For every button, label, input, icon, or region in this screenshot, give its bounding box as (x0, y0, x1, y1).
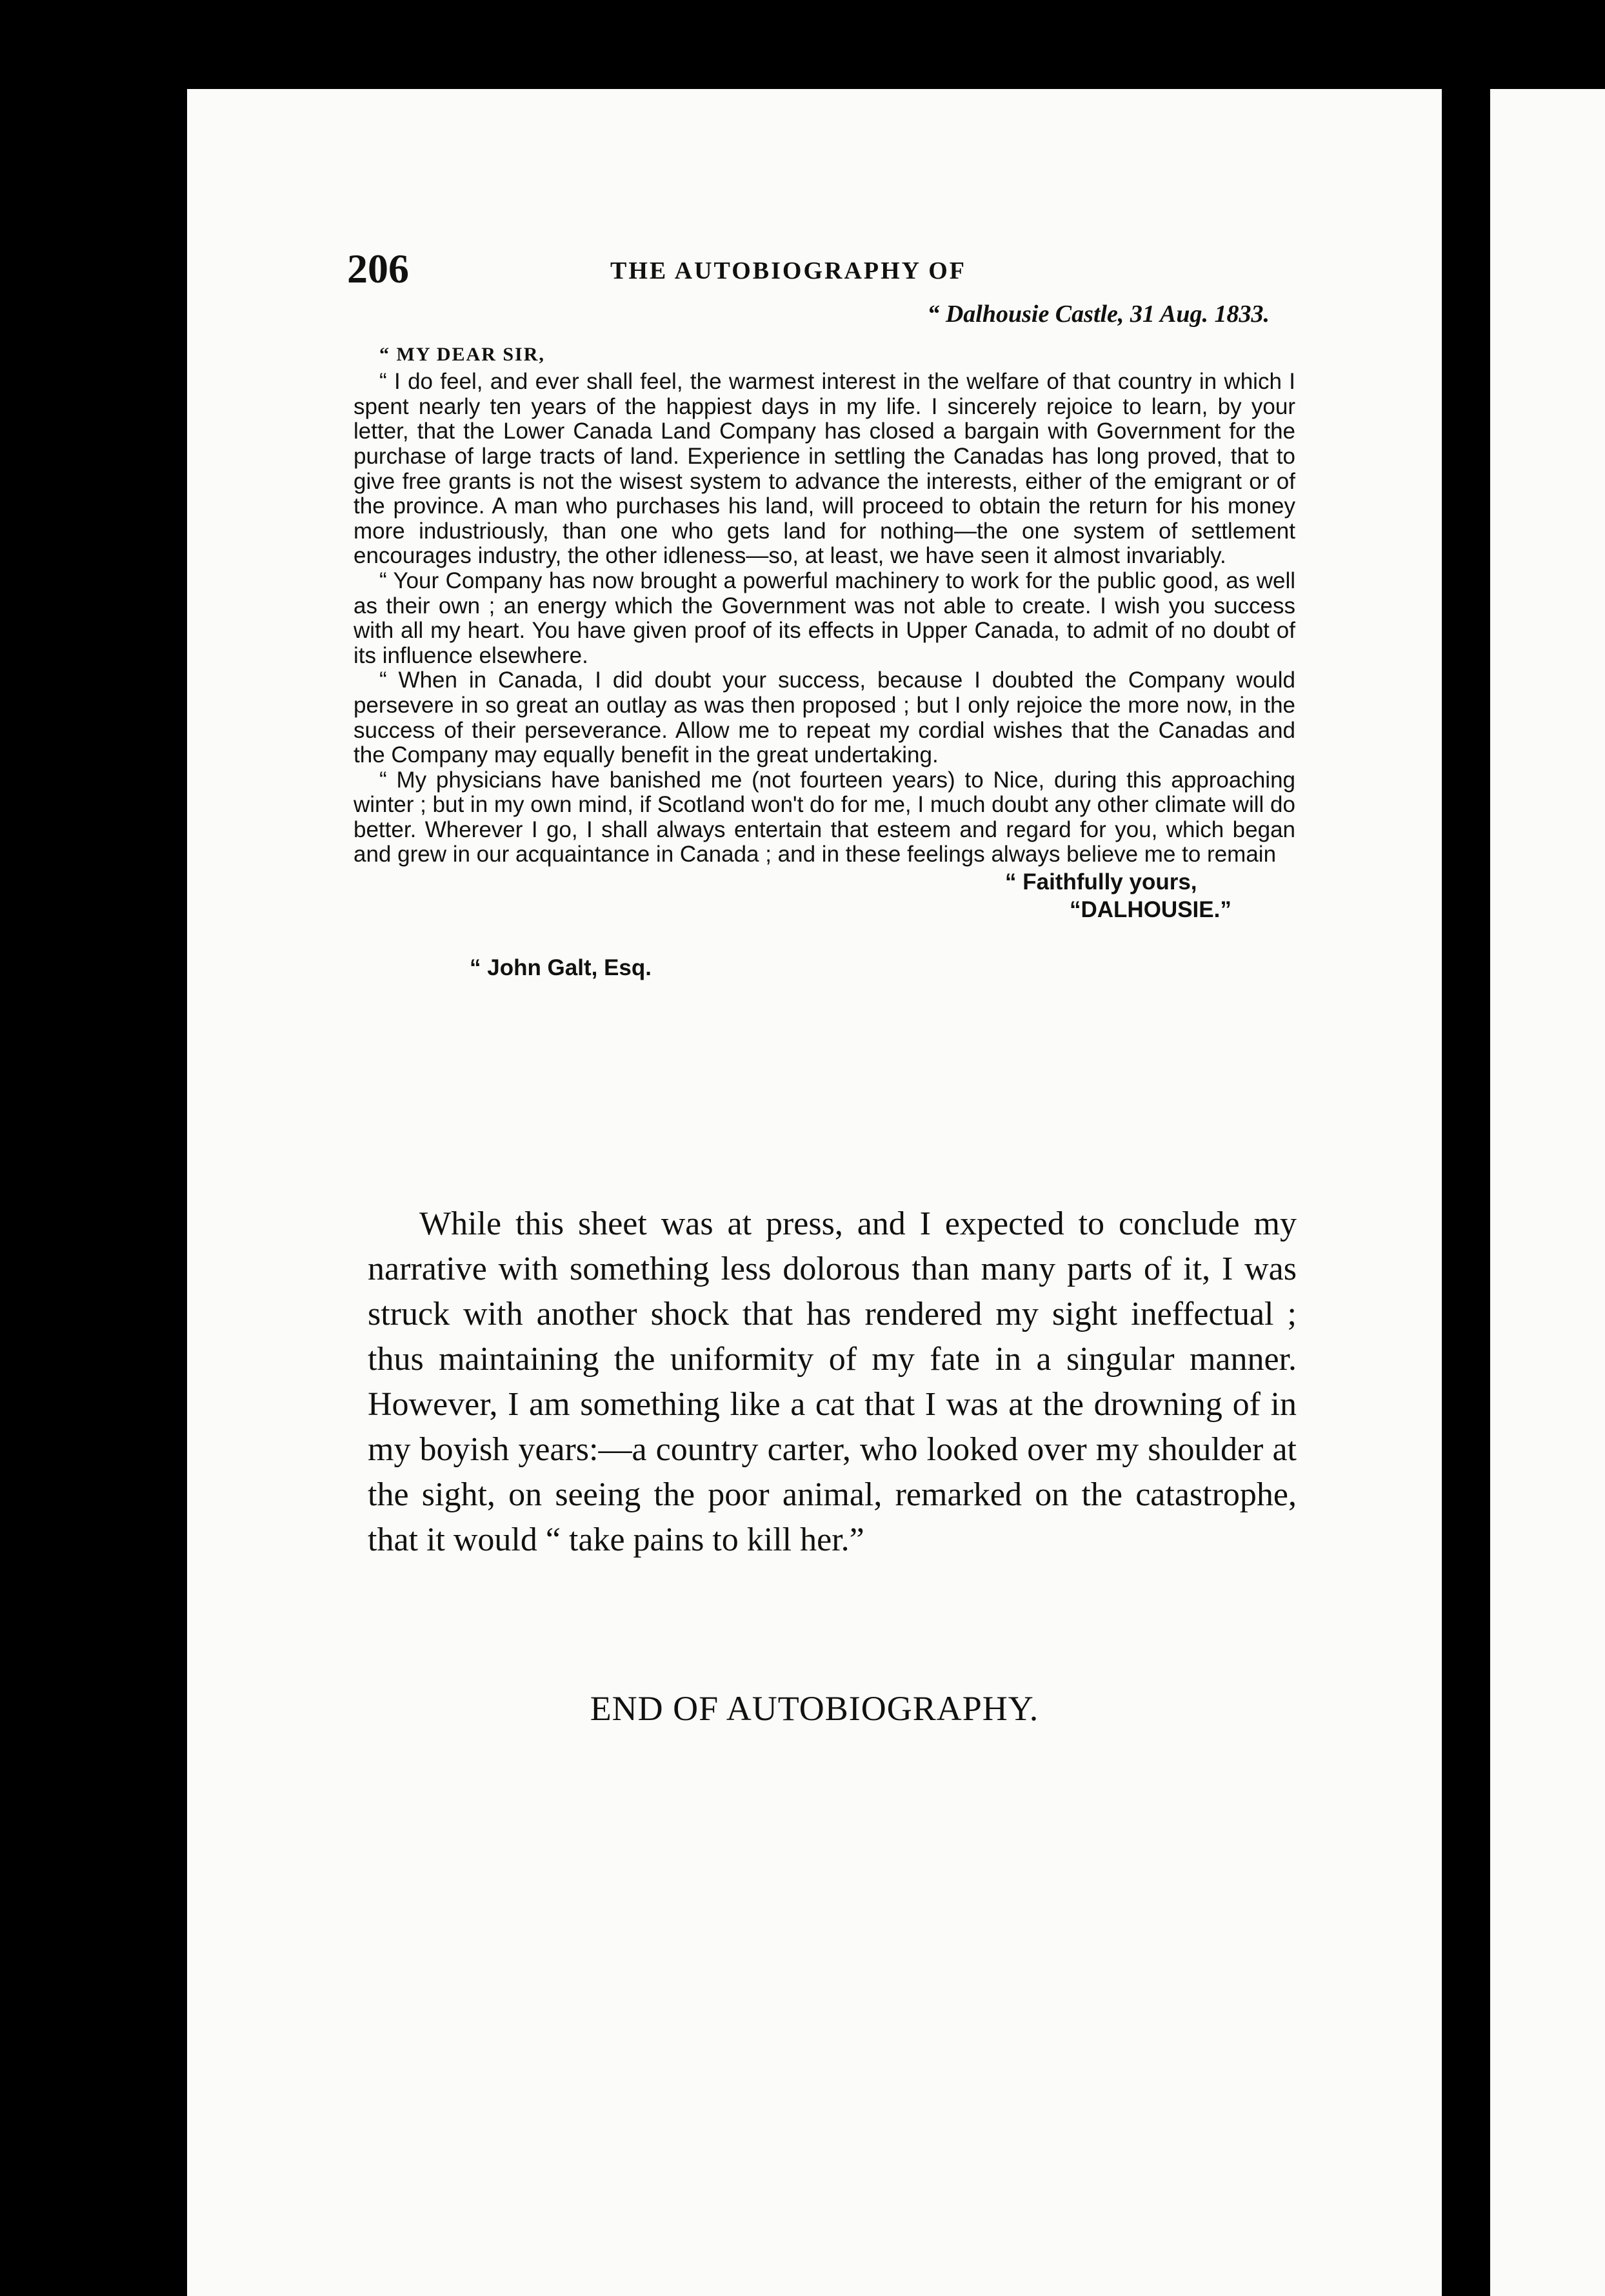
page-number: 206 (347, 246, 409, 292)
adjacent-page-edge (1490, 89, 1605, 2296)
letter-paragraph: “ I do feel, and ever shall feel, the warmest interest in the welfare of that country in which I spent nearly ten years of the happiest days in my life. I sincerely rejoice to learn, by your letter, that the Lower Canada Land Company has closed a bargain with Government for the purchase of large tracts of land. Experience in settling the Canadas has long proved, that to give free grants is not the wisest system to advance the interests, either of the emigrant or of the province. A man who purchases his land, will proceed to obtain the return for his money more industriously, than one who gets land for nothing—the one system of settlement encourages industry, the other idleness—so, at least, we have seen it almost invariably. (354, 369, 1295, 569)
letter-paragraph: “ My physicians have banished me (not fourteen years) to Nice, during this approaching winter ; but in my own mind, if Scotland won't do for me, I much doubt any other climate will do better. Wherever I go, I shall always entertain that esteem and regard for you, which began and grew in our acquaintance in Canada ; and in these feelings always believe me to remain (354, 767, 1295, 867)
letter-recipient: “ John Galt, Esq. (470, 955, 652, 981)
end-title: END OF AUTOBIOGRAPHY. (590, 1689, 1039, 1728)
letter-signature: “DALHOUSIE.” (1070, 896, 1231, 922)
letter-block (354, 302, 1295, 981)
page-header (347, 245, 1315, 297)
letter-closing: “ Faithfully yours, (1005, 869, 1197, 895)
narrative-paragraph: While this sheet was at press, and I expected to conclude my narrative with something less dolorous than many parts of it, I was struck with another shock that has rendered my sight ineffectual ; thus maintaining the uniformity of my fate in a singular manner. However, I am something like a cat that I was at the drowning of in my boyish years:—a country carter, who looked over my shoulder at the sight, on seeing the poor animal, remarked on the catastrophe, that it would “ take pains to kill her.” (368, 1205, 1297, 1558)
book-page (187, 89, 1442, 2296)
running-head: THE AUTOBIOGRAPHY OF (610, 257, 966, 284)
letter-paragraph: “ Your Company has now brought a powerful machinery to work for the public good, as well as their own ; an energy which the Government was not able to create. I wish you success with all my heart. You have given proof of its effects in Upper Canada, to admit of no doubt of its influence elsewhere. (354, 568, 1295, 668)
letter-dateline: “ Dalhousie Castle, 31 Aug. 1833. (927, 301, 1270, 328)
letter-salutation: “ MY DEAR SIR, (379, 343, 545, 365)
letter-paragraph: “ When in Canada, I did doubt your success, because I doubted the Company would persevere in so great an outlay as was then proposed ; but I only rejoice the more now, in the success of their perseverance. Allow me to repeat my cordial wishes that the Canadas and the Company may equally benefit in the great undertaking. (354, 668, 1295, 768)
